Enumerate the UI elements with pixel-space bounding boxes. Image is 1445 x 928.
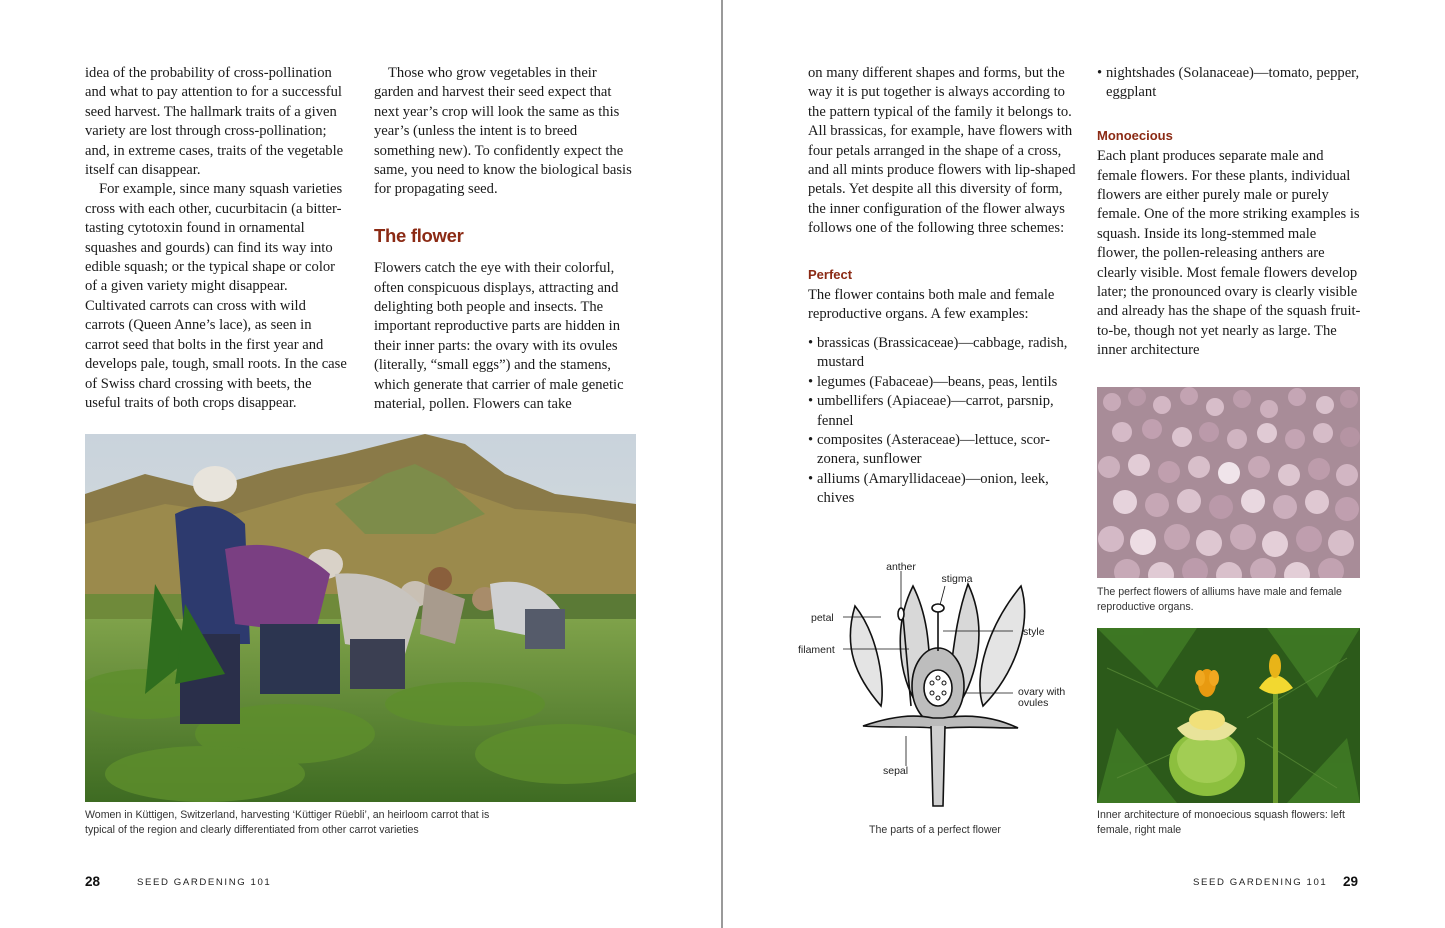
- diagram-label-style: style: [1023, 626, 1045, 638]
- body-paragraph: on many different shapes and forms, but the way it is put together is always according to the pattern typical of the family it belongs to. All brassicas, for example, have flowers with four petals arranged in the shape of a cross, and all mints produce flowers with lip-shaped petals. Yet despite all this diversity of form, the inner configuration of the flower always follows one of the following three schemes:: [808, 65, 1076, 237]
- page-number: 29: [1343, 874, 1359, 889]
- body-paragraph: idea of the probability of cross-pollination and what to pay attention to for a successful seed harvest. The hallmark traits of a given variety are lost through cross-pollination; and, in extreme cases, traits of the vegetable itself can disappear.: [85, 65, 344, 179]
- diagram-label-stigma: stigma: [941, 573, 973, 585]
- perfect-examples-list: [808, 334, 1076, 509]
- left-column-2: [374, 64, 636, 415]
- allium-caption: The perfect flowers of alliums have male and female reproductive organs.: [1097, 586, 1342, 613]
- list-item: • nightshades (Solanaceae)—tomato, pepper, eggplant: [1097, 64, 1361, 103]
- body-paragraph: Those who grow vegetables in their garden and harvest their seed expect that next year’s crop will look the same as this year’s (unless the intent is to breed something new). To confidently expect the same, you need to know the biological basis for propagating seed.: [374, 65, 632, 198]
- flower-diagram: [793, 556, 1083, 826]
- squash-flowers-photo: [1097, 628, 1360, 803]
- allium-flowers-photo: [1097, 387, 1360, 578]
- list-item: • composites (Asteraceae)—lettuce, scorzonera, sunflower: [808, 431, 1076, 470]
- diagram-caption: The parts of a perfect flower: [869, 824, 1001, 836]
- carrot-harvest-photo: [85, 434, 636, 802]
- diagram-label-filament: filament: [798, 644, 835, 656]
- right-column-2: [1097, 64, 1361, 361]
- running-head: SEED GARDENING 101: [137, 877, 272, 888]
- diagram-label-ovary-2: ovules: [1018, 697, 1049, 709]
- running-head: SEED GARDENING 101: [1193, 877, 1328, 888]
- body-paragraph: For example, since many squash varieties cross with each other, cucurbitacin (a bitter-tasting cytotoxin found in ornamental squashes and gourds) can find its way into edible squash; or the typical shape or color of a given variety might disappear. Cultivated carrots can cross with wild carrots (Queen Anne’s lace), as seen in carrot seed that bolts in the first year and develops pale, tough, small roots. In the case of Swiss chard crossing with beets, the useful traits of both crops disappear.: [85, 181, 347, 411]
- subsection-heading: Perfect: [808, 266, 853, 282]
- diagram-label-anther: anther: [886, 561, 916, 573]
- body-paragraph: Each plant produces separate male and female flowers. For these plants, individual flowers are either purely male or purely female. One of the more striking examples is squash. Inside its long-stemmed male flower, the pollen-releasing anthers are clearly visible. Most female flowers develop later; the pronounced ovary is clearly visible and already has the shape of the squash fruit-to-be, though not yet nearly as large. The inner architecture: [1097, 148, 1361, 359]
- left-page: [0, 0, 722, 928]
- subsection-heading: Monoecious: [1097, 127, 1173, 143]
- left-column-1: [85, 64, 347, 413]
- right-page: [723, 0, 1445, 928]
- page-number: 28: [85, 874, 101, 889]
- squash-caption: Inner architecture of monoecious squash flowers: left female, right male: [1097, 809, 1345, 836]
- list-item: • alliums (Amaryllidaceae)—onion, leek, chives: [808, 470, 1076, 509]
- section-heading: The flower: [374, 224, 464, 246]
- right-column-1: [808, 64, 1076, 509]
- diagram-label-ovary-1: ovary with: [1018, 686, 1066, 698]
- list-item: • umbellifers (Apiaceae)—carrot, parsnip, fennel: [808, 392, 1076, 431]
- body-paragraph: Flowers catch the eye with their colorful, often conspicuous displays, attracting and delighting both people and insects. The important reproductive parts are hidden in their inner parts: the ovary with its ovules (literally, “small eggs”) and the stamens, which generate that carrier of male genetic material, pollen. Flowers can take: [374, 260, 624, 413]
- list-item: • legumes (Fabaceae)—beans, peas, lentils: [808, 373, 1076, 392]
- list-item: • brassicas (Brassicaceae)—cabbage, radish, mustard: [808, 334, 1076, 373]
- body-paragraph: The flower contains both male and female reproductive organs. A few examples:: [808, 287, 1055, 323]
- nightshade-list: [1097, 64, 1361, 103]
- diagram-label-petal: petal: [811, 612, 834, 624]
- photo-caption: Women in Küttigen, Switzerland, harvesting ‘Küttiger Rüebli’, an heirloom carrot that is typical of the region and clearly differentiated from other carrot varieties: [85, 809, 490, 836]
- diagram-label-sepal: sepal: [883, 765, 909, 777]
